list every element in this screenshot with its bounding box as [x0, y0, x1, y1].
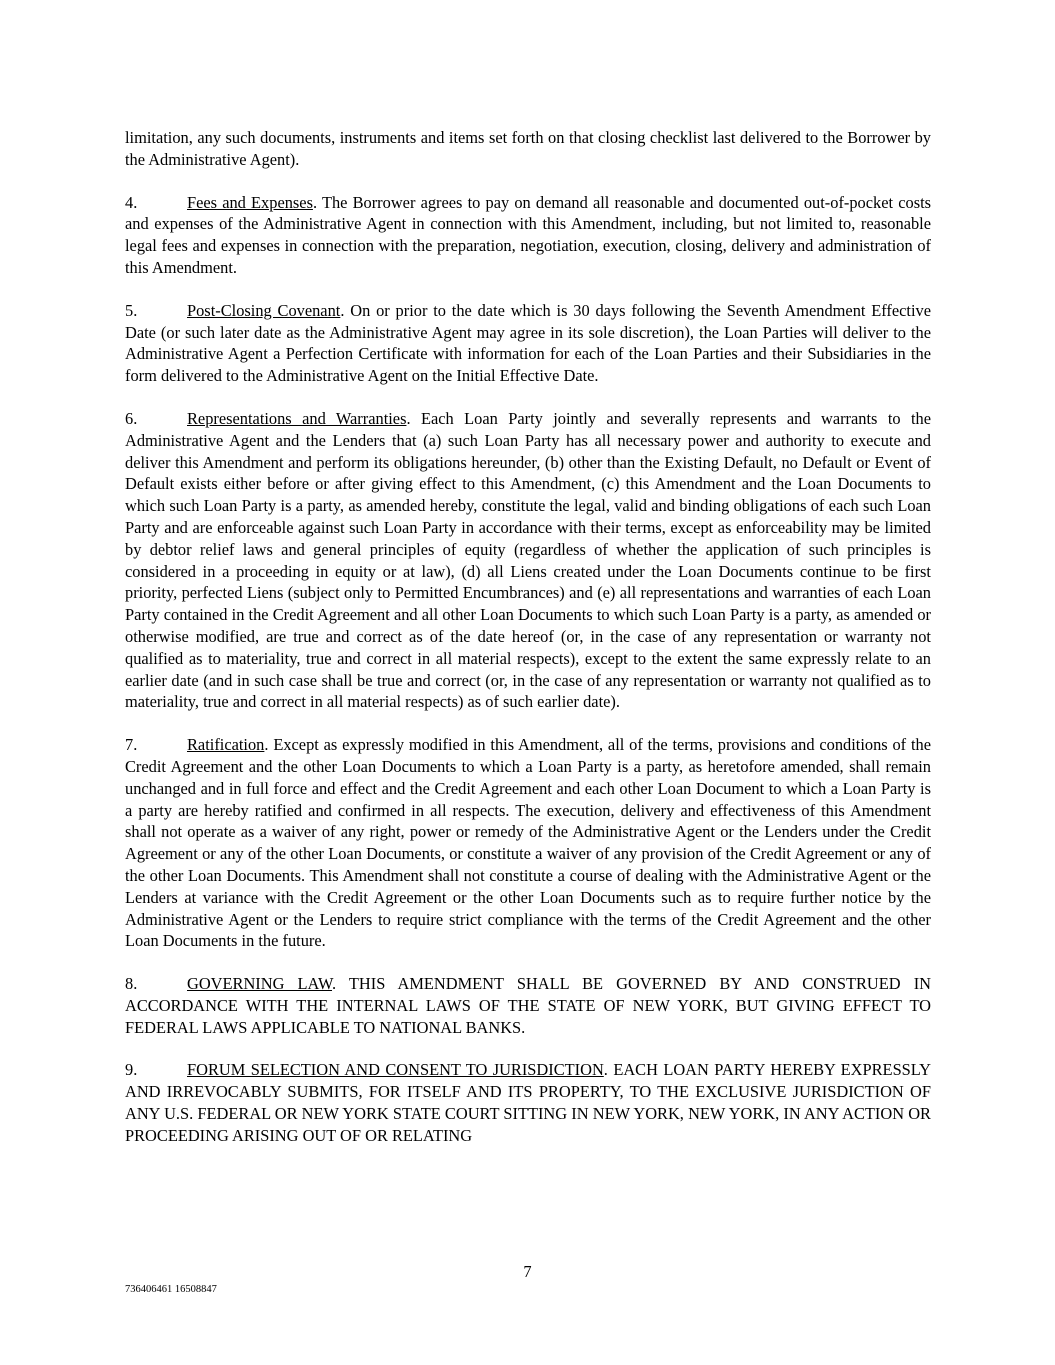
document-body	[125, 127, 931, 1168]
paragraph-text: Each Loan Party jointly and severally represents and warrants to the Administrative Agent and the Lenders that (a) such Loan Party has all necessary power and authority to execute and deliver this Amendment and perform its obligations hereunder, (b) other than the Existing Default, no Default or Event of Default exists either before or after giving effect to this Amendment, (c) this Amendment and the Loan Documents to which such Loan Party is a party, as amended hereby, constitute the legal, valid and binding obligations of each such Loan Party and are enforceable against such Loan Party in accordance with their terms, except as enforceability may be limited by debtor relief laws and general principles of equity (regardless of whether the application of such principles is considered in a proceeding in equity or at law), (d) all Liens created under the Loan Documents continue to be first priority, perfected Liens (subject only to Permitted Encumbrances) and (e) all representations and warranties of each Loan Party contained in the Credit Agreement and all other Loan Documents to which such Loan Party is a party, as amended or otherwise modified, are true and correct as of the date hereof (or, in the case of any representation or warranty not qualified as to materiality, true and correct in all material respects), except to the extent the same expressly relate to an earlier date (and in such case shall be true and correct (or, in the case of any representation or warranty not qualified as to materiality, true and correct in all material respects) as of such earlier date).	[125, 408, 931, 712]
section-heading: Ratification	[187, 735, 265, 755]
section-9-forum-selection	[125, 1059, 931, 1146]
section-number: 5.	[125, 300, 138, 320]
section-heading: GOVERNING LAW	[187, 974, 333, 994]
page-number: 7	[523, 1262, 532, 1281]
paragraph-text: The Borrower agrees to pay on demand all reasonable and documented out-of-pocket costs and expenses of the Administrative Agent in connection with this Amendment, including, but not limited to, reasonable legal fees and expenses in connection with the preparation, negotiation, execution, closing, delivery and administration of this Amendment.	[125, 192, 932, 277]
section-number: 9.	[125, 1060, 138, 1080]
section-heading: FORUM SELECTION AND CONSENT TO JURISDICTION	[187, 1060, 604, 1080]
paragraph-text: On or prior to the date which is 30 days following the Seventh Amendment Effective Date (or such later date as the Administrative Agent may agree in its sole discretion), the Loan Parties will deliver to the Administrative Agent a Perfection Certificate with information for each of the Loan Parties and their Subsidiaries in the form delivered to the Administrative Agent on the Initial Effective Date.	[125, 300, 932, 386]
section-4-fees-and-expenses	[125, 192, 931, 279]
paragraph-text: limitation, any such documents, instruments and items set forth on that closing checklist last delivered to the Borrower by the Administrative Agent).	[125, 128, 931, 169]
section-number: 7.	[125, 735, 138, 755]
heading-punctuation: .	[312, 192, 322, 212]
section-8-governing-law	[125, 973, 931, 1038]
paragraph-continuation	[125, 127, 931, 171]
section-heading: Fees and Expenses	[187, 192, 313, 212]
section-heading: Post-Closing Covenant	[187, 300, 341, 320]
section-heading: Representations and Warranties	[187, 408, 407, 428]
heading-punctuation: .	[332, 974, 349, 994]
heading-punctuation: .	[264, 735, 274, 755]
heading-punctuation: .	[406, 408, 421, 428]
paragraph-text: EACH LOAN PARTY HEREBY EXPRESSLY AND IRREVOCABLY SUBMITS, FOR ITSELF AND ITS PROPERTY, TO THE EXCLUSIVE JURISDICTION OF ANY U.S. FEDERAL OR NEW YORK STATE COURT SITTING IN NEW YORK, NEW YORK, IN ANY ACTION OR PROCEEDING ARISING OUT OF OR RELATING	[125, 1060, 932, 1145]
paragraph-text: Except as expressly modified in this Amendment, all of the terms, provisions and conditions of the Credit Agreement and the other Loan Documents to which a Loan Party is a party, as heretofore amended, shall remain unchanged and in full force and effect and the Credit Agreement and each other Loan Document to which a Loan Party is a party are hereby ratified and confirmed in all respects. The execution, delivery and effectiveness of this Amendment shall not operate as a waiver of any right, power or remedy of the Administrative Agent or the Lenders under the Credit Agreement or any of the other Loan Documents, or constitute a waiver of any provision of the Credit Agreement or any of the other Loan Documents. This Amendment shall not constitute a course of dealing with the Administrative Agent or the Lenders at variance with the Credit Agreement or the other Loan Documents such as to require further notice by the Administrative Agent or the Lenders to require strict compliance with the terms of the Credit Agreement and the other Loan Documents in the future.	[125, 735, 931, 951]
heading-punctuation: .	[340, 300, 351, 320]
section-6-representations-and-warranties	[125, 408, 931, 713]
document-id: 736406461 16508847	[125, 1284, 217, 1295]
section-number: 6.	[125, 408, 138, 428]
section-7-ratification	[125, 734, 931, 952]
section-number: 4.	[125, 192, 138, 212]
section-5-post-closing-covenant	[125, 300, 931, 387]
paragraph-text: THIS AMENDMENT SHALL BE GOVERNED BY AND CONSTRUED IN ACCORDANCE WITH THE INTERNAL LAWS OF THE STATE OF NEW YORK, BUT GIVING EFFECT TO FEDERAL LAWS APPLICABLE TO NATIONAL BANKS.	[125, 974, 931, 1037]
section-number: 8.	[125, 974, 138, 994]
heading-punctuation: .	[603, 1060, 614, 1080]
